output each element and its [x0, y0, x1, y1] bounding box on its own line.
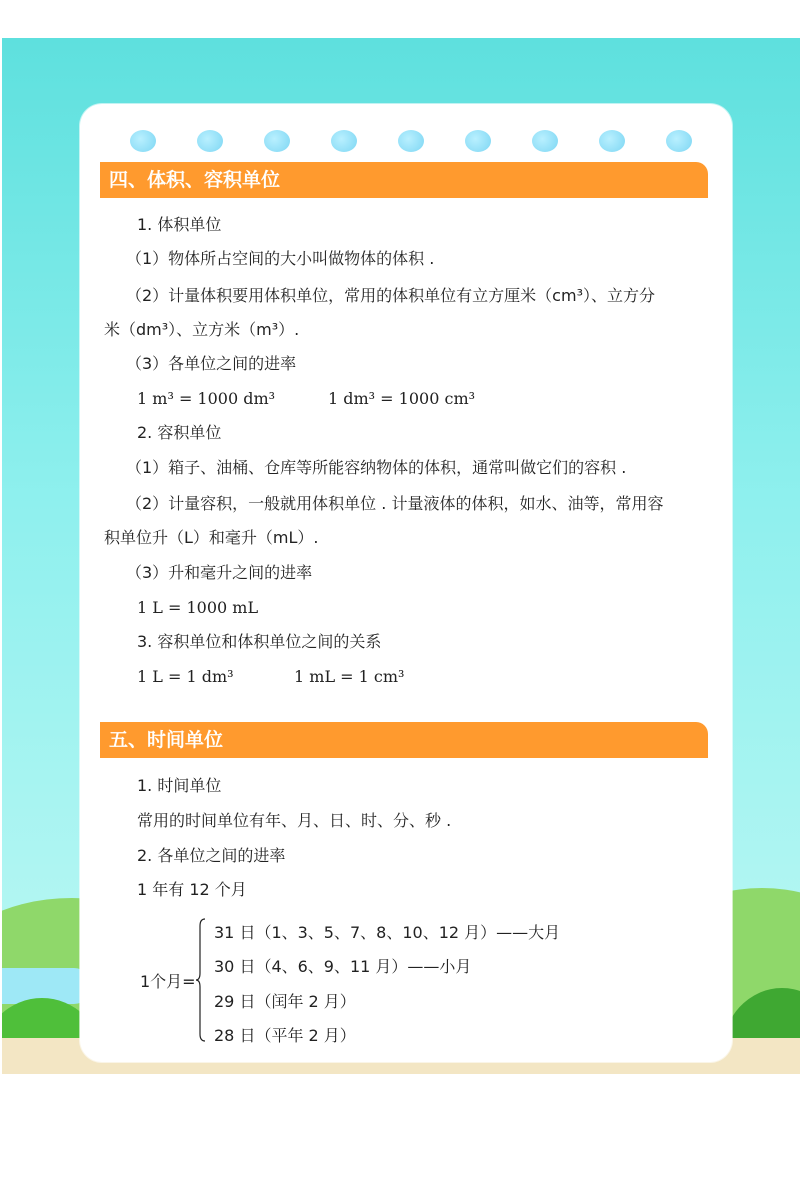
binder-ring	[532, 130, 558, 152]
text-line: 常用的时间单位有年、月、日、时、分、秒 .	[137, 811, 452, 830]
subheading-volume-units: 1. 体积单位	[137, 215, 222, 234]
text-line: （3）升和毫升之间的进率	[126, 563, 313, 582]
subheading-time-units: 1. 时间单位	[137, 776, 222, 795]
binder-ring	[264, 130, 290, 152]
text-line: 米（dm³）、立方米（m³）.	[104, 320, 300, 339]
binder-ring	[130, 130, 156, 152]
relation-formula: 1 mL = 1 cm³	[294, 667, 405, 686]
text-line: （2）计量容积，一般就用体积单位 . 计量液体的体积，如水、油等，常用容	[126, 494, 664, 513]
subheading-rates: 2. 各单位之间的进率	[137, 846, 286, 865]
binder-ring	[465, 130, 491, 152]
binder-ring	[197, 130, 223, 152]
subheading-capacity-units: 2. 容积单位	[137, 423, 222, 442]
text-line: （2）计量体积要用体积单位，常用的体积单位有立方厘米（cm³）、立方分	[126, 286, 655, 305]
section-header-time: 五、时间单位	[100, 722, 708, 758]
binder-ring	[331, 130, 357, 152]
relation-formula: 1 L = 1 dm³	[137, 667, 234, 686]
binder-ring	[398, 130, 424, 152]
section-header-volume: 四、体积、容积单位	[100, 162, 708, 198]
month-case: 31 日（1、3、5、7、8、10、12 月）——大月	[214, 923, 561, 942]
month-case: 28 日（平年 2 月）	[214, 1026, 356, 1045]
text-line: 1 年有 12 个月	[137, 880, 247, 899]
rate-formula: 1 dm³ = 1000 cm³	[328, 389, 476, 408]
rate-formula: 1 m³ = 1000 dm³	[137, 389, 276, 408]
rate-formula: 1 L = 1000 mL	[137, 598, 259, 617]
month-label: 1个月=	[140, 972, 196, 991]
text-line: 积单位升（L）和毫升（mL）.	[104, 528, 319, 547]
subheading-relation: 3. 容积单位和体积单位之间的关系	[137, 632, 382, 651]
text-line: （1）箱子、油桶、仓库等所能容纳物体的体积，通常叫做它们的容积 .	[126, 458, 627, 477]
curly-brace	[196, 918, 206, 1042]
text-line: （3）各单位之间的进率	[126, 354, 297, 373]
binder-ring	[599, 130, 625, 152]
text-line: （1）物体所占空间的大小叫做物体的体积 .	[126, 249, 435, 268]
month-case: 29 日（闰年 2 月）	[214, 992, 356, 1011]
month-case: 30 日（4、6、9、11 月）——小月	[214, 957, 472, 976]
binder-ring	[666, 130, 692, 152]
